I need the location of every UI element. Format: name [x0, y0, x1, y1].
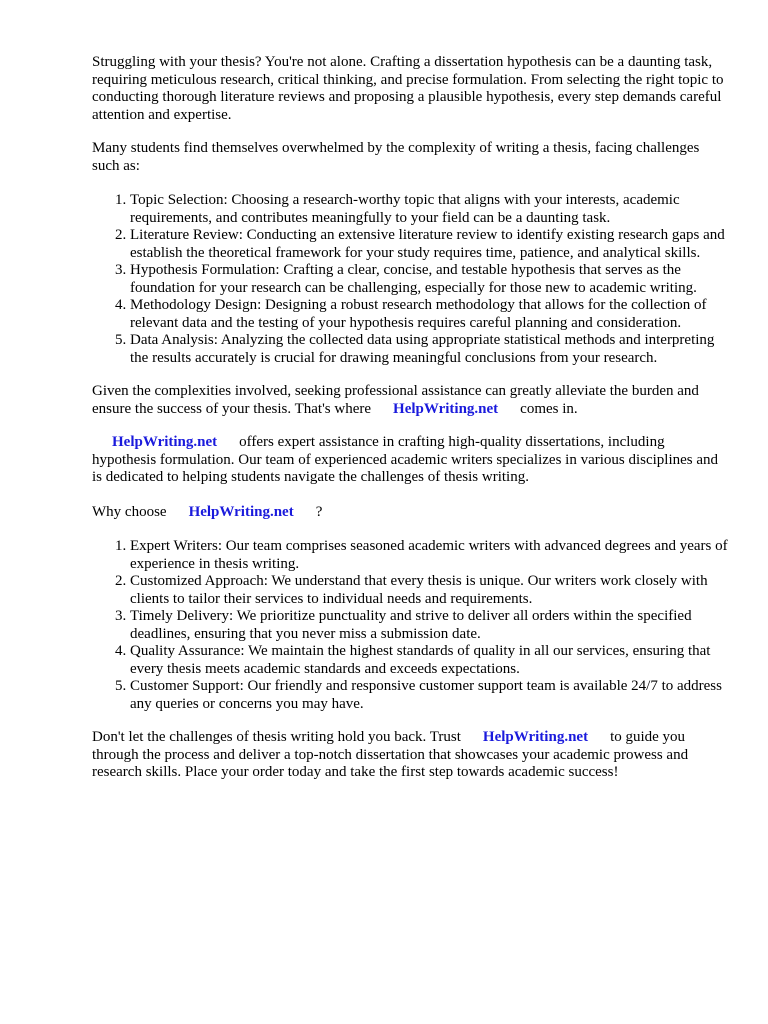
why-choose-text: Why choose	[92, 503, 167, 520]
challenges-intro-paragraph: Many students find themselves overwhelmed by the complexity of writing a thesis, facing challenges such as:	[92, 140, 700, 174]
list-item: 3. Timely Delivery: We prioritize punctuality and strive to deliver all orders within the specified deadlines, ensuring that you never miss a submission date.	[130, 608, 728, 643]
helpwriting-link[interactable]: HelpWriting.net	[393, 400, 499, 417]
list-item: 4. Methodology Design: Designing a robust research methodology that allows for the collection of relevant data and the testing of your hypothesis requires careful planning and consideration.	[130, 297, 728, 332]
question-mark: ?	[315, 503, 323, 520]
offer-paragraph	[92, 434, 728, 487]
challenges-list	[92, 192, 728, 367]
assistance-text: Given the complexities involved, seeking professional assistance can greatly alleviate the burden and ensure the success of your thesis. That's where	[92, 383, 699, 417]
closing-text-end: to guide you through the process and deliver a top-notch dissertation that showcases your academic prowess and research skills. Place your order today and take the first step towards academic success!	[92, 729, 689, 780]
list-item: 2. Literature Review: Conducting an extensive literature review to identify existing research gaps and establish the theoretical framework for your study requires time, patience, and analytical skills.	[130, 227, 728, 262]
helpwriting-link[interactable]: HelpWriting.net	[482, 729, 589, 745]
list-item: 4. Quality Assurance: We maintain the highest standards of quality in all our services, ensuring that every thesis meets academic standards and exceeds expectations.	[130, 643, 728, 678]
offer-text: offers expert assistance in crafting high-quality dissertations, including hypothesis formulation. Our team of experienced academic writers specializes in various disciplines and is dedicated to helping students navigate the challenges of thesis writing.	[92, 434, 719, 485]
closing-text: Don't let the challenges of thesis writing hold you back. Trust	[92, 729, 461, 745]
list-item: 2. Customized Approach: We understand that every thesis is unique. Our writers work closely with clients to tailor their services to individual needs and requirements.	[130, 573, 728, 608]
list-item: 3. Hypothesis Formulation: Crafting a clear, concise, and testable hypothesis that serves as the foundation for your research can be challenging, especially for those new to academic writing.	[130, 262, 728, 297]
list-item: 5. Customer Support: Our friendly and responsive customer support team is available 24/7 to address any queries or concerns you may have.	[130, 678, 728, 713]
assistance-text-end: comes in.	[520, 400, 578, 417]
list-item: 5. Data Analysis: Analyzing the collected data using appropriate statistical methods and interpreting the results accurately is crucial for drawing meaningful conclusions from your research.	[130, 332, 728, 367]
intro-paragraph: Struggling with your thesis? You're not alone. Crafting a dissertation hypothesis can be a daunting task, requiring meticulous research, critical thinking, and precise formulation. From selecting the right topic to conducting thorough literature reviews and proposing a plausible hypothesis, every step demands careful attention and expertise.	[92, 54, 724, 123]
helpwriting-link[interactable]: HelpWriting.net	[112, 434, 218, 450]
list-item: 1. Topic Selection: Choosing a research-worthy topic that aligns with your interests, academic requirements, and contributes meaningfully to your field can be a daunting task.	[130, 192, 728, 227]
list-item: 1. Expert Writers: Our team comprises seasoned academic writers with advanced degrees and years of experience in thesis writing.	[130, 538, 728, 573]
helpwriting-link[interactable]: HelpWriting.net	[188, 503, 294, 520]
assistance-paragraph	[92, 383, 728, 418]
closing-paragraph	[92, 729, 728, 782]
why-choose-paragraph	[92, 504, 728, 522]
reasons-list	[92, 538, 728, 713]
